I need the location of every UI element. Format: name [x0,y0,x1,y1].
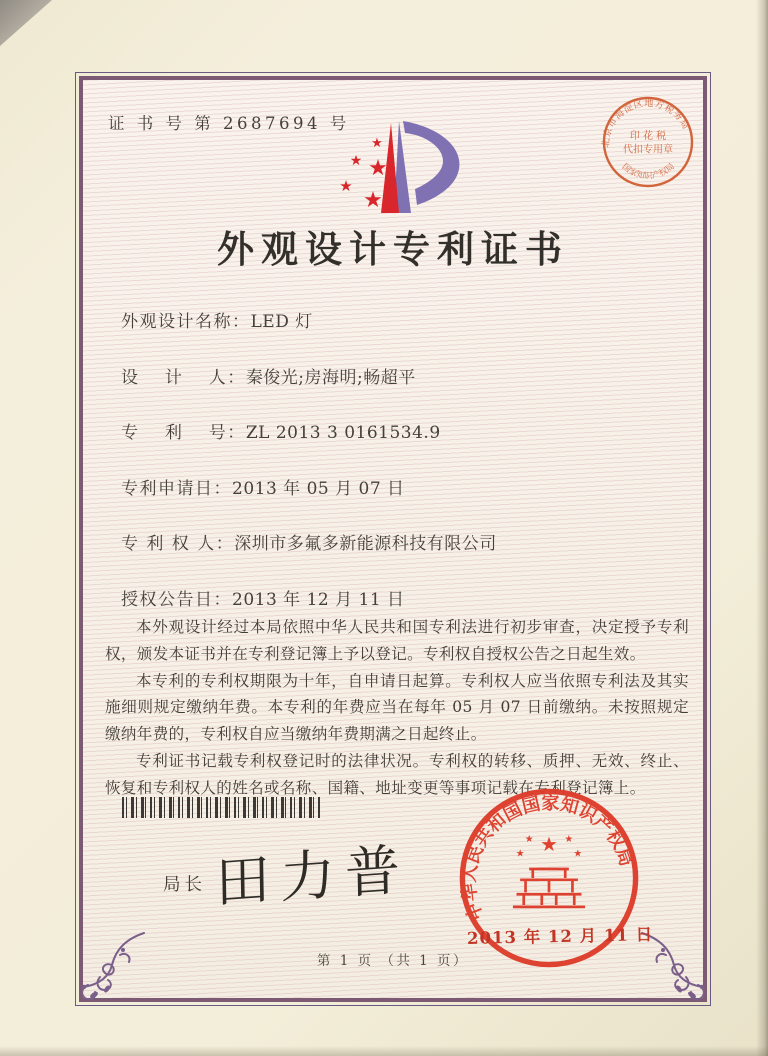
svg-text:中华人民共和国国家知识产权局 [458,792,637,924]
field-patentee [121,533,681,556]
field-label: 专 利 权 人： [121,534,235,554]
field-value: ZL 2013 3 0161534.9 [245,423,441,443]
field-design-name [121,311,681,334]
tax-stamp-icon [600,94,696,190]
legal-paragraph-3: 专利证书记载专利权登记时的法律状况。专利权的转移、质押、无效、终止、恢复和专利权人的姓名或名称、国籍、地址变更等事项记载在专利登记簿上。 [105,751,689,797]
seal-star-icon: ★ [573,848,583,860]
director-signature: 田力普 [214,837,411,915]
certificate-title: 外观设计专利证书 [217,227,569,271]
seal-ring-text: 中华人民共和国国家知识产权局 [458,793,637,924]
seal-star-icon: ★ [524,833,534,845]
field-value: 2013 年 12 月 11 日 [232,589,405,610]
photo-right-edge-shadow [756,0,768,1056]
field-label: 设 计 人： [121,367,246,388]
director-label: 局长 [163,875,206,895]
sipo-logo-icon [321,113,471,219]
certificate-border [75,72,711,1006]
field-designers [121,367,681,390]
logo-star-icon: ★ [371,136,383,151]
tax-stamp-center-line2: 代扣专用章 [623,144,673,156]
field-value: LED 灯 [250,312,313,332]
legal-paragraph-2: 本专利的专利权期限为十年，自申请日起算。专利权人应当依照专利法及其实施细则规定缴纳年费。本专利的年费应当在每年 05 月 07 日前缴纳。未按照规定缴纳年费的，专利权自应当缴纳年费期满之日起终止。 [105,671,689,744]
barcode [122,797,320,818]
page-number: 第 1 页 （共 1 页） [316,953,470,969]
field-patent-number [121,422,681,445]
seal-star-icon: ★ [515,848,525,860]
seal-star-icon: ★ [540,832,558,856]
logo-star-icon: ★ [349,153,363,169]
seal-date: 2013 年 12 月 11 日 [466,925,654,948]
field-label: 专利申请日： [121,478,232,499]
photo-corner-shadow [0,0,52,46]
tax-stamp-center-line1: 印 花 税 [629,130,667,142]
field-value: 秦俊光;房海明;畅超平 [245,367,416,388]
field-filing-date [121,478,681,501]
certificate-body [79,76,707,1002]
field-value: 深圳市多氟多新能源科技有限公司 [234,534,497,554]
legal-paragraph-1: 本外观设计经过本局依照中华人民共和国专利法进行初步审查，决定授予专利权，颁发本证书并在专利登记簿上予以登记。专利权自授权公告之日起生效。 [105,618,689,663]
seal-star-icon: ★ [564,833,574,845]
field-list [121,311,681,644]
tax-stamp-arc-bottom: 国家知识产权局 [620,160,677,181]
logo-star-icon: ★ [363,188,383,213]
field-label: 授权公告日： [121,589,232,610]
logo-star-icon: ★ [339,177,353,195]
tax-stamp-arc-top: 北京市海淀区地方税务局 [600,97,692,148]
photo-bottom-edge-shadow [0,1046,768,1056]
field-label: 外观设计名称： [121,312,251,332]
field-grant-date [121,589,681,612]
legal-text [105,614,689,802]
certificate-number: 证 书 号 第 2687694 号 [108,114,350,133]
svg-text:国家知识产权局 [620,161,676,180]
field-label: 专 利 号： [121,423,246,443]
logo-star-icon: ★ [368,156,388,181]
field-value: 2013 年 05 月 07 日 [232,478,405,499]
